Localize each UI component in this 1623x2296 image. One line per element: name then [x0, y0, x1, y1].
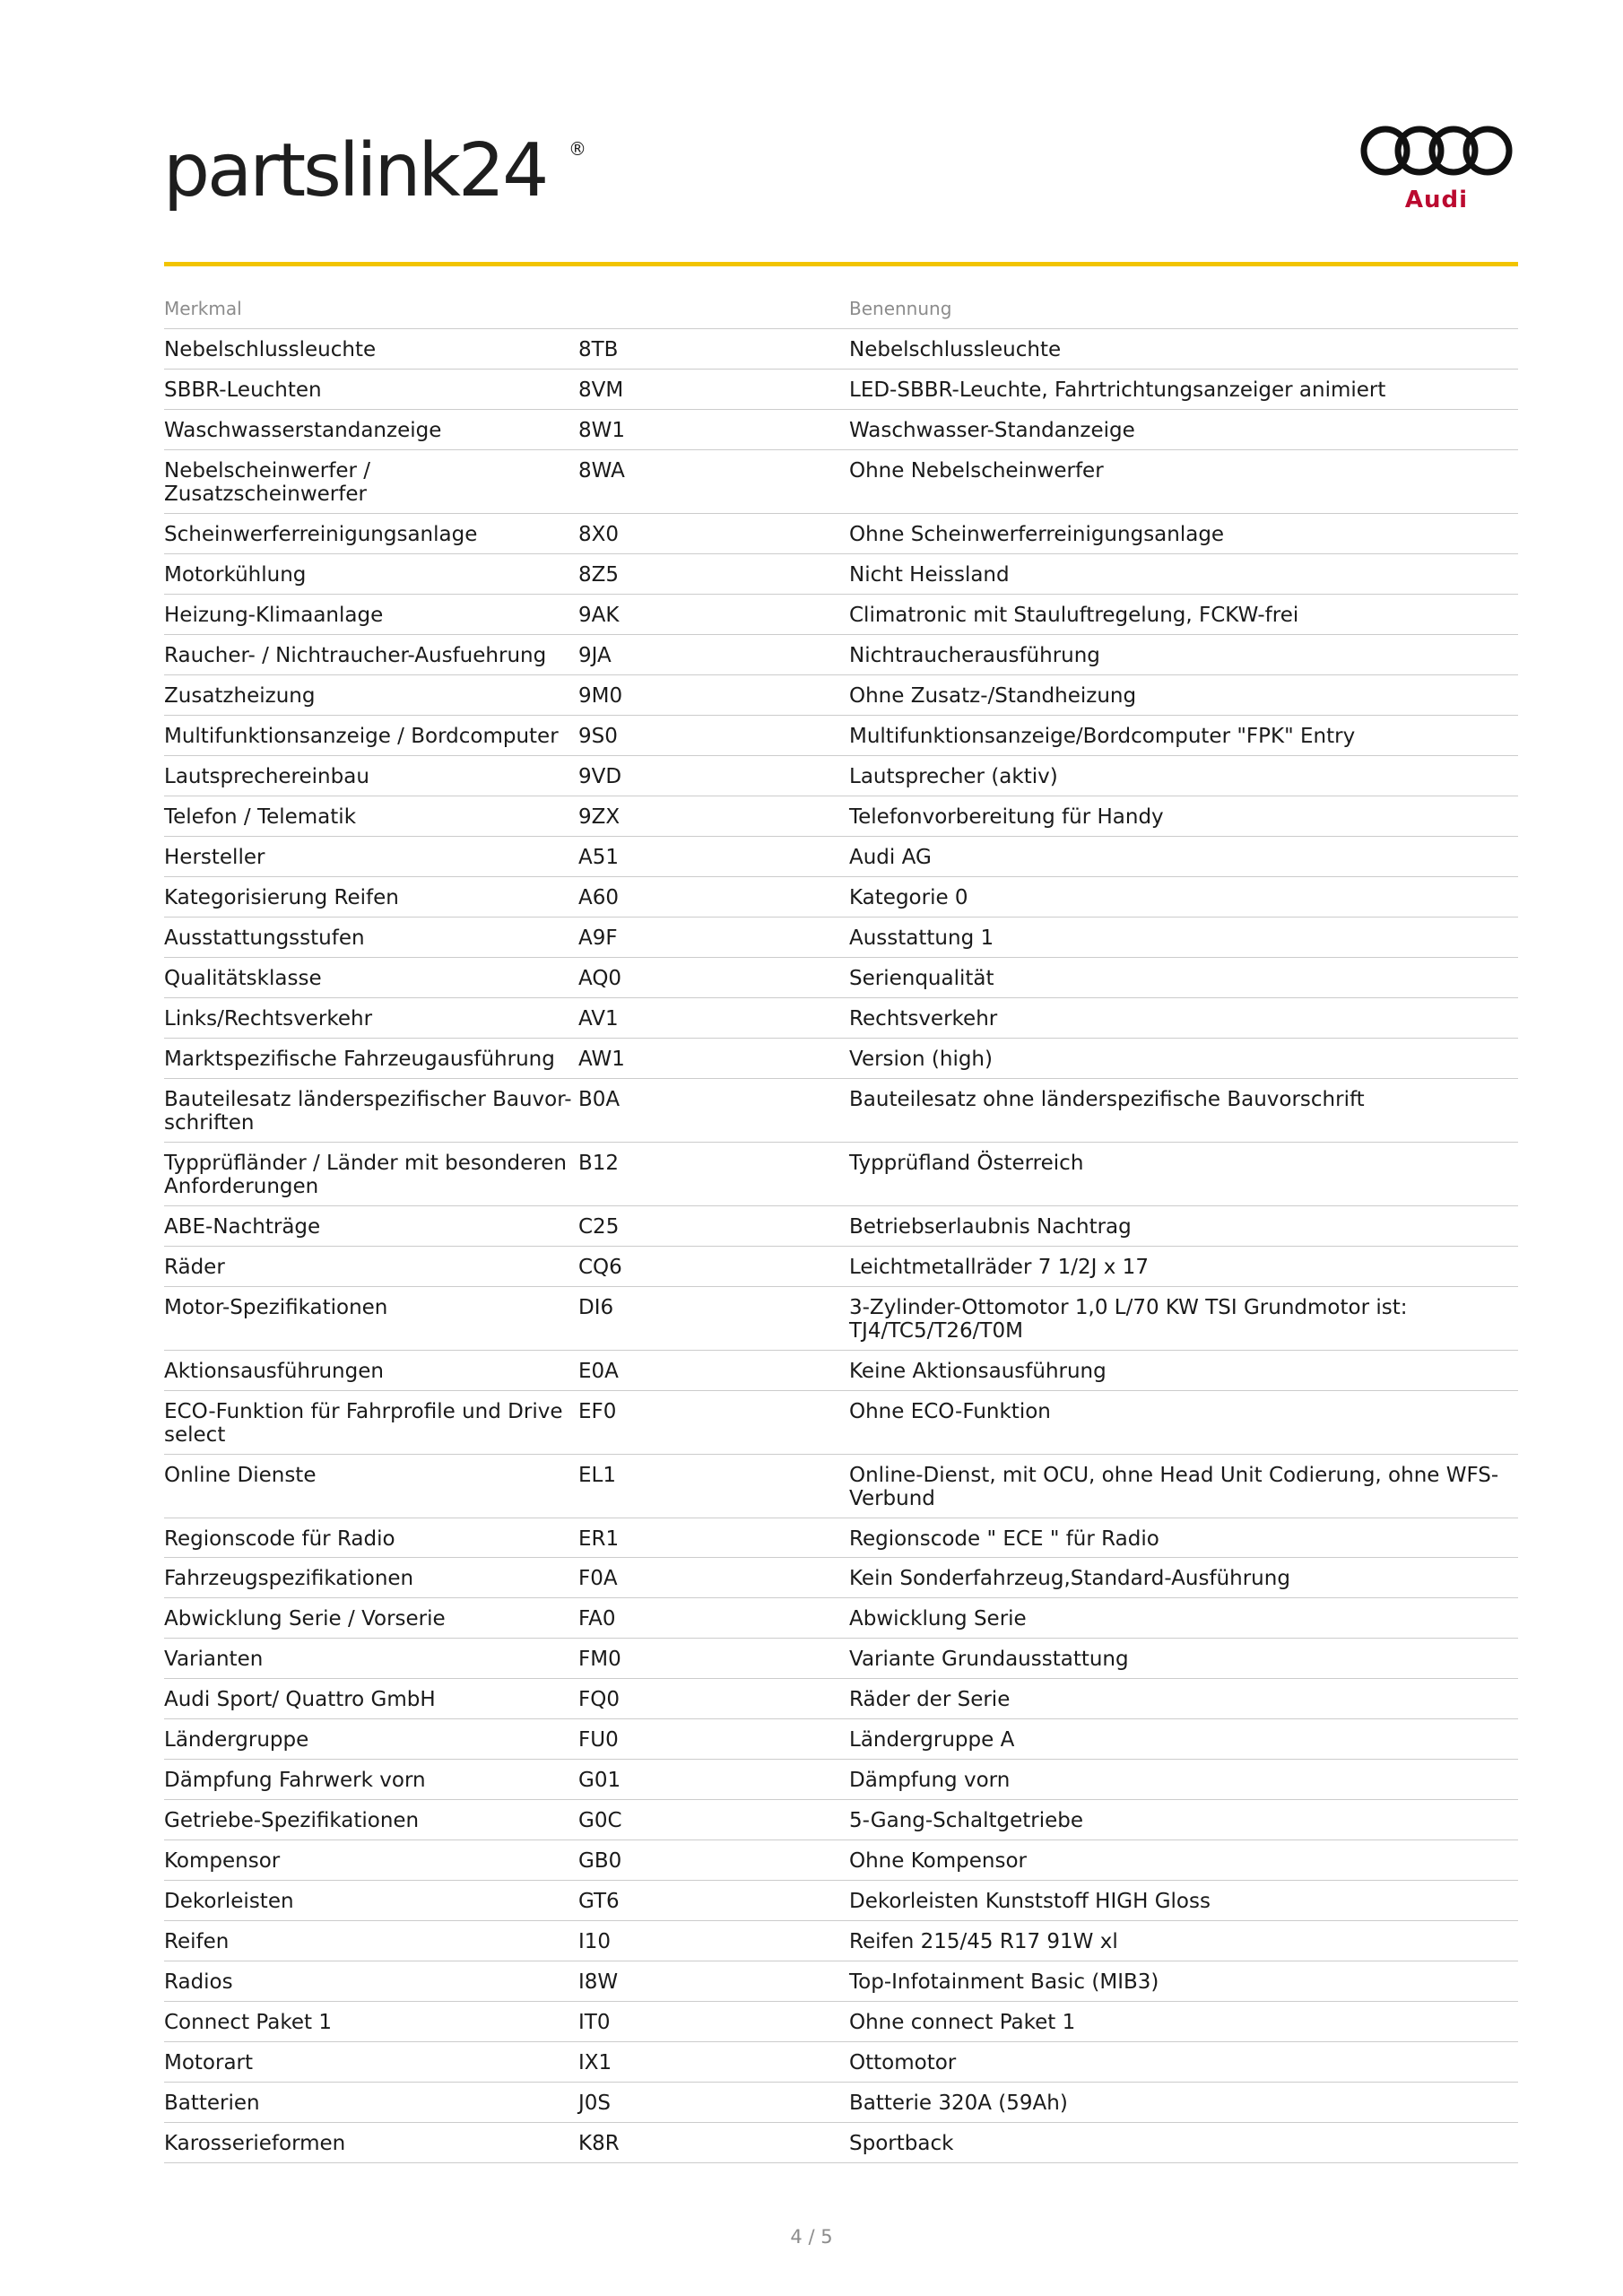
code-cell: FM0: [578, 1639, 849, 1679]
table-row: [164, 409, 1518, 449]
code-cell: A51: [578, 836, 849, 876]
designation-cell: Keine Aktionsausführung: [849, 1350, 1518, 1390]
code-cell: FU0: [578, 1719, 849, 1760]
table-header-row: [164, 298, 1518, 329]
designation-cell: Telefonvorbereitung für Handy: [849, 796, 1518, 836]
code-cell: 8Z5: [578, 553, 849, 594]
table-row: [164, 715, 1518, 755]
designation-cell: Serienqualität: [849, 957, 1518, 997]
feature-cell: Radios: [164, 1961, 578, 2002]
designation-cell: Dekorleisten Kunststoff HIGH Gloss: [849, 1881, 1518, 1921]
code-cell: 8TB: [578, 329, 849, 370]
code-cell: 9ZX: [578, 796, 849, 836]
table-row: [164, 1078, 1518, 1142]
feature-cell: Batterien: [164, 2083, 578, 2123]
code-cell: 9AK: [578, 594, 849, 634]
code-cell: E0A: [578, 1350, 849, 1390]
table-row: [164, 917, 1518, 957]
code-cell: AW1: [578, 1038, 849, 1078]
designation-cell: Kategorie 0: [849, 876, 1518, 917]
feature-cell: Marktspezifische Fahrzeugausführung: [164, 1038, 578, 1078]
designation-cell: Dämpfung vorn: [849, 1760, 1518, 1800]
table-row: [164, 1390, 1518, 1454]
header-feature: Merkmal: [164, 298, 578, 329]
designation-cell: Variante Grundausstattung: [849, 1639, 1518, 1679]
designation-cell: Nichtraucherausführung: [849, 634, 1518, 674]
designation-cell: Ohne Kompensor: [849, 1840, 1518, 1881]
feature-cell: Räder: [164, 1246, 578, 1286]
header-designation: Benennung: [849, 298, 1518, 329]
designation-cell: Nicht Heissland: [849, 553, 1518, 594]
code-cell: I10: [578, 1921, 849, 1961]
designation-cell: Top-Infotainment Basic (MIB3): [849, 1961, 1518, 2002]
feature-cell: Qualitätsklasse: [164, 957, 578, 997]
table-row: [164, 2002, 1518, 2042]
designation-cell: Ländergruppe A: [849, 1719, 1518, 1760]
table-row: [164, 2042, 1518, 2083]
code-cell: GB0: [578, 1840, 849, 1881]
designation-cell: Ausstattung 1: [849, 917, 1518, 957]
designation-cell: Online-Dienst, mit OCU, ohne Head Unit Codierung, ohne WFS-Verbund: [849, 1454, 1518, 1518]
designation-cell: Leichtmetallräder 7 1/2J x 17: [849, 1246, 1518, 1286]
table-row: [164, 369, 1518, 409]
code-cell: A60: [578, 876, 849, 917]
table-row: [164, 329, 1518, 370]
table-row: [164, 1961, 1518, 2002]
feature-cell: Abwicklung Serie / Vorserie: [164, 1598, 578, 1639]
feature-cell: Getriebe-Spezifikationen: [164, 1800, 578, 1840]
code-cell: AV1: [578, 997, 849, 1038]
code-cell: 9JA: [578, 634, 849, 674]
feature-cell: ECO-Funktion für Fahrprofile und Drive select: [164, 1390, 578, 1454]
designation-cell: Waschwasser-Standanzeige: [849, 409, 1518, 449]
designation-cell: Sportback: [849, 2123, 1518, 2163]
audi-logo: [1356, 122, 1517, 221]
table-row: [164, 1142, 1518, 1205]
feature-cell: Fahrzeugspezifikationen: [164, 1558, 578, 1598]
table-body: [164, 329, 1518, 2163]
code-cell: A9F: [578, 917, 849, 957]
table-row: [164, 1598, 1518, 1639]
designation-cell: Betriebserlaubnis Nachtrag: [849, 1205, 1518, 1246]
feature-cell: Audi Sport/ Quattro GmbH: [164, 1679, 578, 1719]
code-cell: GT6: [578, 1881, 849, 1921]
table-row: [164, 513, 1518, 553]
designation-cell: Batterie 320A (59Ah): [849, 2083, 1518, 2123]
designation-cell: Nebelschlussleuchte: [849, 329, 1518, 370]
feature-cell: Varianten: [164, 1639, 578, 1679]
code-cell: AQ0: [578, 957, 849, 997]
feature-cell: Bauteilesatz länderspezifischer Bauvor- schriften: [164, 1078, 578, 1142]
table-row: [164, 1639, 1518, 1679]
table-row: [164, 1881, 1518, 1921]
designation-cell: 3-Zylinder-Ottomotor 1,0 L/70 KW TSI Grundmotor ist: TJ4/TC5/T26/T0M: [849, 1286, 1518, 1350]
code-cell: 8W1: [578, 409, 849, 449]
feature-cell: Links/Rechtsverkehr: [164, 997, 578, 1038]
designation-cell: Lautsprecher (aktiv): [849, 755, 1518, 796]
designation-cell: Version (high): [849, 1038, 1518, 1078]
table-row: [164, 1205, 1518, 1246]
table-row: [164, 1286, 1518, 1350]
feature-cell: Telefon / Telematik: [164, 796, 578, 836]
feature-cell: Nebelscheinwerfer / Zusatzscheinwerfer: [164, 449, 578, 513]
feature-cell: Scheinwerferreinigungsanlage: [164, 513, 578, 553]
code-cell: 8WA: [578, 449, 849, 513]
code-cell: IX1: [578, 2042, 849, 2083]
feature-cell: Dekorleisten: [164, 1881, 578, 1921]
feature-cell: Zusatzheizung: [164, 674, 578, 715]
table-row: [164, 997, 1518, 1038]
table-row: [164, 1350, 1518, 1390]
designation-cell: Ohne connect Paket 1: [849, 2002, 1518, 2042]
audi-label: Audi: [1404, 187, 1469, 213]
table-row: [164, 957, 1518, 997]
feature-cell: Multifunktionsanzeige / Bordcomputer: [164, 715, 578, 755]
designation-cell: Kein Sonderfahrzeug,Standard-Ausführung: [849, 1558, 1518, 1598]
feature-cell: Nebelschlussleuchte: [164, 329, 578, 370]
code-cell: K8R: [578, 2123, 849, 2163]
table-row: [164, 1246, 1518, 1286]
code-cell: G01: [578, 1760, 849, 1800]
equipment-table: [164, 298, 1518, 2163]
feature-cell: Ausstattungsstufen: [164, 917, 578, 957]
designation-cell: Regionscode " ECE " für Radio: [849, 1518, 1518, 1558]
table-row: [164, 1840, 1518, 1881]
feature-cell: Waschwasserstandanzeige: [164, 409, 578, 449]
table-row: [164, 1719, 1518, 1760]
feature-cell: Motor-Spezifikationen: [164, 1286, 578, 1350]
feature-cell: Kategorisierung Reifen: [164, 876, 578, 917]
table-row: [164, 2123, 1518, 2163]
partslink24-logo: [163, 128, 586, 233]
code-cell: 9M0: [578, 674, 849, 715]
table-row: [164, 594, 1518, 634]
code-cell: EF0: [578, 1390, 849, 1454]
feature-cell: Lautsprechereinbau: [164, 755, 578, 796]
code-cell: J0S: [578, 2083, 849, 2123]
designation-cell: Ottomotor: [849, 2042, 1518, 2083]
registered-mark: ®: [568, 138, 586, 160]
code-cell: 8VM: [578, 369, 849, 409]
code-cell: B0A: [578, 1078, 849, 1142]
table-row: [164, 674, 1518, 715]
designation-cell: Ohne ECO-Funktion: [849, 1390, 1518, 1454]
table-row: [164, 449, 1518, 513]
table-row: [164, 1760, 1518, 1800]
designation-cell: Abwicklung Serie: [849, 1598, 1518, 1639]
logo-wordmark: partslink24: [163, 128, 547, 213]
table-row: [164, 1454, 1518, 1518]
table-row: [164, 1921, 1518, 1961]
designation-cell: Bauteilesatz ohne länderspezifische Bauvorschrift: [849, 1078, 1518, 1142]
feature-cell: Connect Paket 1: [164, 2002, 578, 2042]
designation-cell: Rechtsverkehr: [849, 997, 1518, 1038]
feature-cell: Online Dienste: [164, 1454, 578, 1518]
table-row: [164, 876, 1518, 917]
table-row: [164, 634, 1518, 674]
feature-cell: Ländergruppe: [164, 1719, 578, 1760]
feature-cell: Reifen: [164, 1921, 578, 1961]
table-row: [164, 2083, 1518, 2123]
feature-cell: Motorkühlung: [164, 553, 578, 594]
feature-cell: Heizung-Klimaanlage: [164, 594, 578, 634]
feature-cell: Regionscode für Radio: [164, 1518, 578, 1558]
designation-cell: LED-SBBR-Leuchte, Fahrtrichtungsanzeiger animiert: [849, 369, 1518, 409]
designation-cell: 5-Gang-Schaltgetriebe: [849, 1800, 1518, 1840]
code-cell: FA0: [578, 1598, 849, 1639]
designation-cell: Multifunktionsanzeige/Bordcomputer "FPK" Entry: [849, 715, 1518, 755]
code-cell: 9S0: [578, 715, 849, 755]
table-row: [164, 553, 1518, 594]
designation-cell: Räder der Serie: [849, 1679, 1518, 1719]
feature-cell: ABE-Nachträge: [164, 1205, 578, 1246]
feature-cell: Karosserieformen: [164, 2123, 578, 2163]
feature-cell: Motorart: [164, 2042, 578, 2083]
code-cell: FQ0: [578, 1679, 849, 1719]
table-row: [164, 1800, 1518, 1840]
code-cell: C25: [578, 1205, 849, 1246]
code-cell: I8W: [578, 1961, 849, 2002]
table-row: [164, 796, 1518, 836]
page-number: 4 / 5: [790, 2226, 833, 2248]
code-cell: CQ6: [578, 1246, 849, 1286]
feature-cell: Aktionsausführungen: [164, 1350, 578, 1390]
code-cell: F0A: [578, 1558, 849, 1598]
code-cell: 8X0: [578, 513, 849, 553]
code-cell: 9VD: [578, 755, 849, 796]
designation-cell: Climatronic mit Stauluftregelung, FCKW-frei: [849, 594, 1518, 634]
designation-cell: Ohne Scheinwerferreinigungsanlage: [849, 513, 1518, 553]
code-cell: IT0: [578, 2002, 849, 2042]
audi-rings-icon: [1356, 122, 1517, 179]
table-row: [164, 836, 1518, 876]
table-row: [164, 755, 1518, 796]
feature-cell: Hersteller: [164, 836, 578, 876]
header-code: [578, 298, 849, 329]
code-cell: G0C: [578, 1800, 849, 1840]
designation-cell: Ohne Nebelscheinwerfer: [849, 449, 1518, 513]
table-row: [164, 1518, 1518, 1558]
feature-cell: Dämpfung Fahrwerk vorn: [164, 1760, 578, 1800]
code-cell: EL1: [578, 1454, 849, 1518]
designation-cell: Audi AG: [849, 836, 1518, 876]
table-row: [164, 1679, 1518, 1719]
code-cell: DI6: [578, 1286, 849, 1350]
feature-cell: Raucher- / Nichtraucher-Ausfuehrung: [164, 634, 578, 674]
feature-cell: SBBR-Leuchten: [164, 369, 578, 409]
feature-cell: Kompensor: [164, 1840, 578, 1881]
table-row: [164, 1558, 1518, 1598]
header-divider: [164, 262, 1518, 266]
code-cell: B12: [578, 1142, 849, 1205]
feature-cell: Typprüfländer / Länder mit besonderen Anforderungen: [164, 1142, 578, 1205]
designation-cell: Typprüfland Österreich: [849, 1142, 1518, 1205]
designation-cell: Reifen 215/45 R17 91W xl: [849, 1921, 1518, 1961]
code-cell: ER1: [578, 1518, 849, 1558]
table-row: [164, 1038, 1518, 1078]
designation-cell: Ohne Zusatz-/Standheizung: [849, 674, 1518, 715]
